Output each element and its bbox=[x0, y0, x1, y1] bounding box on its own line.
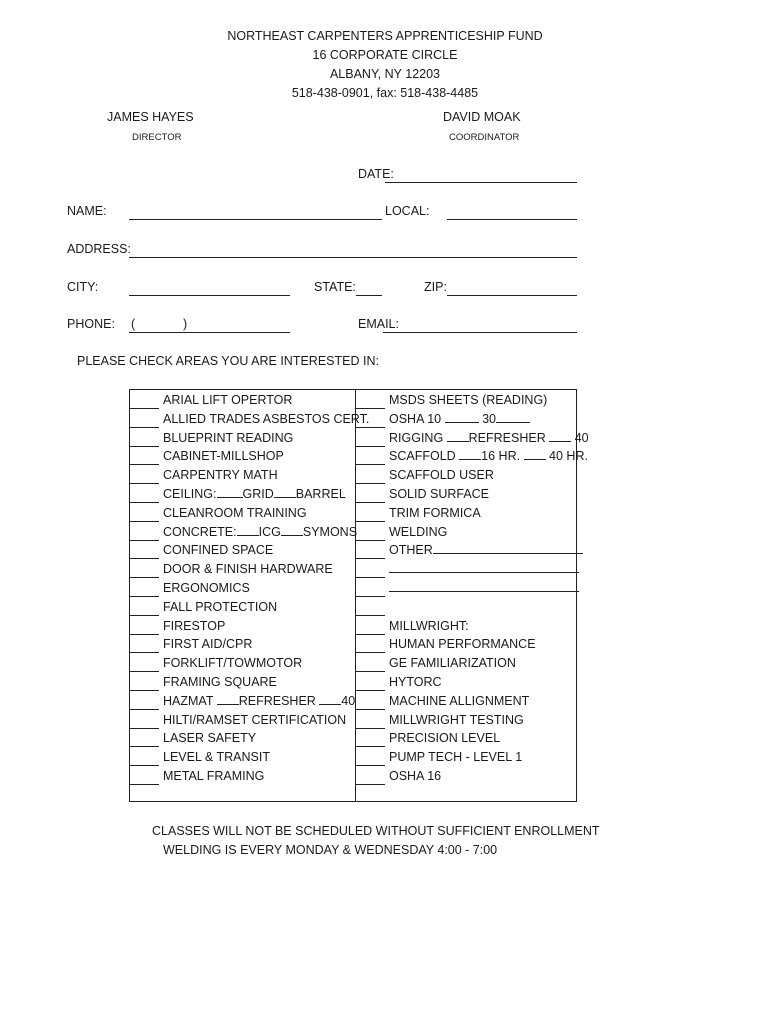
course-name: WELDING bbox=[389, 524, 448, 539]
check-blank[interactable] bbox=[355, 748, 385, 766]
name-field[interactable] bbox=[129, 219, 382, 220]
course-name: PRECISION LEVEL bbox=[389, 731, 501, 746]
course-label bbox=[163, 598, 277, 616]
course-label bbox=[163, 673, 277, 691]
check-blank[interactable] bbox=[129, 429, 159, 447]
course-name: LASER SAFETY bbox=[163, 731, 257, 746]
course-name: OSHA 16 bbox=[389, 769, 442, 783]
course-label bbox=[163, 711, 346, 729]
check-blank[interactable] bbox=[129, 711, 159, 729]
check-blank[interactable] bbox=[129, 654, 159, 672]
course-name: TRIM FORMICA bbox=[389, 505, 481, 520]
osha-30-option: 30 bbox=[482, 411, 496, 426]
email-label: EMAIL: bbox=[358, 317, 399, 331]
inline-blank[interactable] bbox=[433, 541, 583, 554]
course-name: CARPENTRY MATH bbox=[163, 468, 278, 483]
course-label bbox=[163, 429, 293, 447]
course-name: RIGGING bbox=[389, 430, 444, 445]
check-blank[interactable] bbox=[355, 504, 385, 522]
check-blank[interactable] bbox=[129, 767, 159, 785]
course-label bbox=[163, 654, 302, 672]
check-blank[interactable] bbox=[355, 523, 385, 541]
instructions-text: PLEASE CHECK AREAS YOU ARE INTERESTED IN: bbox=[77, 354, 379, 368]
course-label bbox=[389, 504, 481, 522]
course-label bbox=[163, 729, 256, 747]
check-blank[interactable] bbox=[355, 767, 385, 785]
course-name: DOOR & FINISH HARDWARE bbox=[163, 562, 333, 577]
course-label bbox=[163, 410, 369, 428]
course-name: OSHA 10 bbox=[389, 411, 442, 426]
course-name: SCAFFOLD bbox=[389, 449, 456, 464]
hazmat-40-option: 40 bbox=[341, 693, 356, 708]
ceiling-grid-option: GRID bbox=[242, 487, 274, 501]
check-blank[interactable] bbox=[355, 447, 385, 465]
inline-blank[interactable] bbox=[217, 485, 243, 498]
check-blank[interactable] bbox=[129, 541, 159, 559]
concrete-symons-option: SYMONS bbox=[302, 524, 358, 539]
name-label: NAME: bbox=[67, 204, 107, 218]
inline-blank[interactable] bbox=[445, 410, 479, 423]
course-name: HUMAN PERFORMANCE bbox=[389, 637, 536, 652]
date-label: DATE: bbox=[358, 167, 394, 181]
course-name: FALL PROTECTION bbox=[163, 599, 278, 614]
course-name: SCAFFOLD USER bbox=[389, 468, 494, 483]
course-label bbox=[163, 541, 273, 559]
inline-blank[interactable] bbox=[389, 560, 579, 573]
course-name: ERGONOMICS bbox=[163, 581, 250, 595]
inline-blank[interactable] bbox=[524, 447, 546, 460]
course-name: HAZMAT bbox=[163, 693, 214, 708]
course-name: MILLWRIGHT TESTING bbox=[389, 712, 524, 727]
course-name: FIRESTOP bbox=[163, 618, 226, 633]
inline-blank[interactable] bbox=[447, 429, 469, 442]
course-label bbox=[389, 447, 588, 465]
check-blank[interactable] bbox=[355, 654, 385, 672]
org-name: NORTHEAST CARPENTERS APPRENTICESHIP FUND bbox=[227, 29, 543, 43]
course-label bbox=[163, 447, 284, 465]
course-name: SOLID SURFACE bbox=[389, 487, 490, 501]
check-blank[interactable] bbox=[355, 635, 385, 653]
coordinator-name: DAVID MOAK bbox=[443, 110, 521, 124]
course-name: CONCRETE: bbox=[163, 524, 237, 539]
course-name: PUMP TECH - LEVEL 1 bbox=[389, 750, 523, 765]
check-blank[interactable] bbox=[355, 617, 385, 635]
check-blank[interactable] bbox=[129, 466, 159, 484]
check-blank[interactable] bbox=[355, 598, 385, 616]
rigging-refresher-option: REFRESHER bbox=[468, 430, 546, 445]
check-blank[interactable] bbox=[129, 635, 159, 653]
footer-welding-schedule: WELDING IS EVERY MONDAY & WEDNESDAY 4:00 - 7:00 bbox=[163, 843, 498, 857]
course-label bbox=[163, 523, 357, 541]
check-blank[interactable] bbox=[355, 729, 385, 747]
course-label bbox=[163, 560, 333, 578]
address-label: ADDRESS: bbox=[67, 242, 131, 256]
address-field[interactable] bbox=[129, 257, 577, 258]
city-label: CITY: bbox=[67, 280, 99, 294]
director-title: DIRECTOR bbox=[132, 132, 182, 143]
inline-blank[interactable] bbox=[237, 523, 259, 536]
course-name: CABINET-MILLSHOP bbox=[163, 449, 284, 464]
date-field[interactable] bbox=[385, 182, 577, 183]
course-name: ARIAL LIFT OPERTOR bbox=[163, 393, 293, 407]
course-label bbox=[163, 391, 292, 409]
check-blank[interactable] bbox=[355, 579, 385, 597]
course-name: METAL FRAMING bbox=[163, 769, 265, 783]
course-label bbox=[163, 748, 270, 766]
course-name: OTHER bbox=[389, 543, 433, 558]
check-blank[interactable] bbox=[129, 729, 159, 747]
check-blank[interactable] bbox=[129, 598, 159, 616]
course-name: HILTI/RAMSET CERTIFICATION bbox=[163, 712, 347, 727]
check-blank[interactable] bbox=[129, 673, 159, 691]
check-blank[interactable] bbox=[355, 541, 385, 559]
course-label bbox=[163, 617, 225, 635]
course-label bbox=[389, 560, 579, 578]
zip-label: ZIP: bbox=[424, 280, 447, 294]
scaffold-16-option: 16 HR. bbox=[481, 449, 521, 464]
coordinator-title: COORDINATOR bbox=[449, 132, 520, 143]
course-name: FORKLIFT/TOWMOTOR bbox=[163, 656, 303, 671]
course-name: BLUEPRINT READING bbox=[163, 430, 294, 445]
check-blank[interactable] bbox=[129, 447, 159, 465]
check-blank[interactable] bbox=[355, 485, 385, 503]
check-blank[interactable] bbox=[129, 485, 159, 503]
course-label bbox=[389, 579, 579, 597]
course-name: HYTORC bbox=[389, 675, 442, 689]
phone-label: PHONE: bbox=[67, 317, 115, 331]
check-blank[interactable] bbox=[355, 466, 385, 484]
check-blank[interactable] bbox=[129, 410, 159, 428]
check-blank[interactable] bbox=[355, 391, 385, 409]
state-label: STATE: bbox=[314, 280, 356, 294]
check-blank[interactable] bbox=[129, 504, 159, 522]
email-field[interactable] bbox=[383, 332, 577, 333]
course-name: FIRST AID/CPR bbox=[163, 637, 253, 652]
city-field[interactable] bbox=[129, 295, 290, 296]
check-blank[interactable] bbox=[355, 429, 385, 447]
director-name: JAMES HAYES bbox=[107, 110, 194, 124]
course-label bbox=[389, 767, 441, 785]
course-label bbox=[389, 617, 469, 635]
course-name: CEILING: bbox=[163, 487, 217, 501]
check-blank[interactable] bbox=[355, 711, 385, 729]
course-label bbox=[389, 729, 500, 747]
course-label bbox=[389, 523, 447, 541]
local-label: LOCAL: bbox=[385, 204, 430, 218]
course-name: CONFINED SPACE bbox=[163, 543, 274, 558]
course-label bbox=[389, 410, 530, 428]
zip-field[interactable] bbox=[447, 295, 577, 296]
check-blank[interactable] bbox=[129, 617, 159, 635]
check-blank[interactable] bbox=[129, 579, 159, 597]
course-label bbox=[389, 429, 589, 447]
inline-blank[interactable] bbox=[459, 447, 481, 460]
check-blank[interactable] bbox=[355, 410, 385, 428]
course-label bbox=[389, 673, 442, 691]
org-phone-fax: 518-438-0901, fax: 518-438-4485 bbox=[291, 86, 479, 100]
check-blank[interactable] bbox=[129, 748, 159, 766]
phone-field[interactable] bbox=[129, 332, 290, 333]
course-label bbox=[389, 391, 547, 409]
course-label bbox=[163, 466, 278, 484]
course-name: FRAMING SQUARE bbox=[163, 675, 277, 689]
org-address-line1: 16 CORPORATE CIRCLE bbox=[312, 48, 458, 62]
course-name: CLEANROOM TRAINING bbox=[163, 505, 307, 520]
course-label bbox=[163, 579, 250, 597]
inline-blank[interactable] bbox=[274, 485, 296, 498]
ceiling-barrel-option: BARREL bbox=[295, 487, 346, 501]
course-label bbox=[163, 635, 252, 653]
course-label bbox=[389, 711, 524, 729]
check-blank[interactable] bbox=[129, 560, 159, 578]
phone-paren-open: ( bbox=[131, 317, 136, 331]
course-name: LEVEL & TRANSIT bbox=[163, 750, 270, 765]
state-field[interactable] bbox=[356, 295, 382, 296]
check-blank[interactable] bbox=[355, 692, 385, 710]
check-blank[interactable] bbox=[355, 673, 385, 691]
course-label bbox=[389, 692, 529, 710]
check-blank[interactable] bbox=[129, 391, 159, 409]
inline-blank[interactable] bbox=[496, 410, 530, 423]
hazmat-refresher-option: REFRESHER bbox=[238, 693, 316, 708]
local-field[interactable] bbox=[447, 219, 577, 220]
course-label bbox=[163, 485, 346, 503]
inline-blank[interactable] bbox=[281, 523, 303, 536]
course-label bbox=[163, 767, 264, 785]
check-blank[interactable] bbox=[129, 523, 159, 541]
inline-blank[interactable] bbox=[319, 692, 341, 705]
footer-enrollment-note: CLASSES WILL NOT BE SCHEDULED WITHOUT SUFFICIENT ENROLLMENT bbox=[152, 824, 600, 838]
inline-blank[interactable] bbox=[549, 429, 571, 442]
scaffold-40-option: 40 HR. bbox=[549, 449, 588, 464]
inline-blank[interactable] bbox=[217, 692, 239, 705]
check-blank[interactable] bbox=[355, 560, 385, 578]
check-blank[interactable] bbox=[129, 692, 159, 710]
org-address-line2: ALBANY, NY 12203 bbox=[329, 67, 441, 81]
course-name: MILLWRIGHT: bbox=[389, 618, 469, 633]
course-label bbox=[389, 485, 489, 503]
course-label bbox=[389, 635, 536, 653]
course-name: GE FAMILIARIZATION bbox=[389, 656, 516, 671]
course-name: ALLIED TRADES ASBESTOS CERT. bbox=[163, 411, 370, 426]
course-label bbox=[163, 504, 307, 522]
course-label bbox=[389, 654, 516, 672]
inline-blank[interactable] bbox=[389, 579, 579, 592]
course-label bbox=[389, 748, 522, 766]
course-name: MSDS SHEETS (READING) bbox=[389, 393, 548, 407]
course-label bbox=[163, 692, 355, 710]
course-label bbox=[389, 466, 494, 484]
rigging-40-option: 40 bbox=[574, 430, 589, 445]
course-label bbox=[389, 541, 583, 559]
phone-paren-close: ) bbox=[183, 317, 188, 331]
course-name: MACHINE ALLIGNMENT bbox=[389, 693, 530, 708]
concrete-icg-option: ICG bbox=[258, 524, 281, 539]
